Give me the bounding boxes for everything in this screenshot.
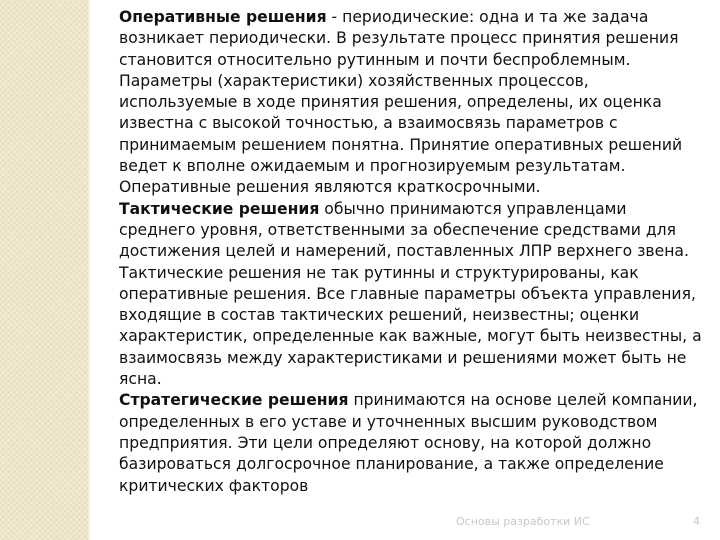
paragraph-tactical	[119, 199, 704, 391]
page-number: 4	[693, 515, 700, 528]
footer-title: Основы разработки ИС	[456, 515, 590, 528]
paragraph-operational	[119, 7, 704, 199]
paragraph-strategic	[119, 390, 704, 496]
text-operational: - периодические: одна и та же задача возникает периодически. В результате процесс принятия решения становится относительно рутинным и почти беспроблемным. Параметры (характеристики) хозяйственных процессов, используемые в ходе принятия решения, определены, их оценка известна с высокой точностью, а взаимосвязь параметров с принимаемым решением понятна. Принятие оперативных решений ведет к вполне ожидаемым и прогнозируемым результатам. Оперативные решения являются краткосрочными.	[119, 8, 683, 197]
text-strategic: принимаются на основе целей компании, определенных в его уставе и уточненных высшим руководством предприятия. Эти цели определяют основу, на которой должно базироваться долгосрочное планирование, а также определение критических факторов	[119, 391, 698, 495]
side-strip-edge	[88, 0, 90, 540]
text-tactical: обычно принимаются управленцами среднего уровня, ответственными за обеспечение средствами для достижения целей и намерений, поставленных ЛПР верхнего звена. Тактические решения не так рутинны и структурированы, как оперативные решения. Все главные параметры объекта управления, входящие в состав тактических решений, неизвестны; оценки характеристик, определенные как важные, могут быть неизвестны, а взаимосвязь между характеристиками и решениями может быть не ясна.	[119, 199, 702, 389]
heading-operational: Оперативные решения	[119, 8, 327, 26]
heading-strategic: Стратегические решения	[119, 391, 349, 410]
decorative-side-strip	[0, 0, 88, 540]
heading-tactical: Тактические решения	[119, 199, 320, 218]
slide-body	[119, 7, 704, 497]
